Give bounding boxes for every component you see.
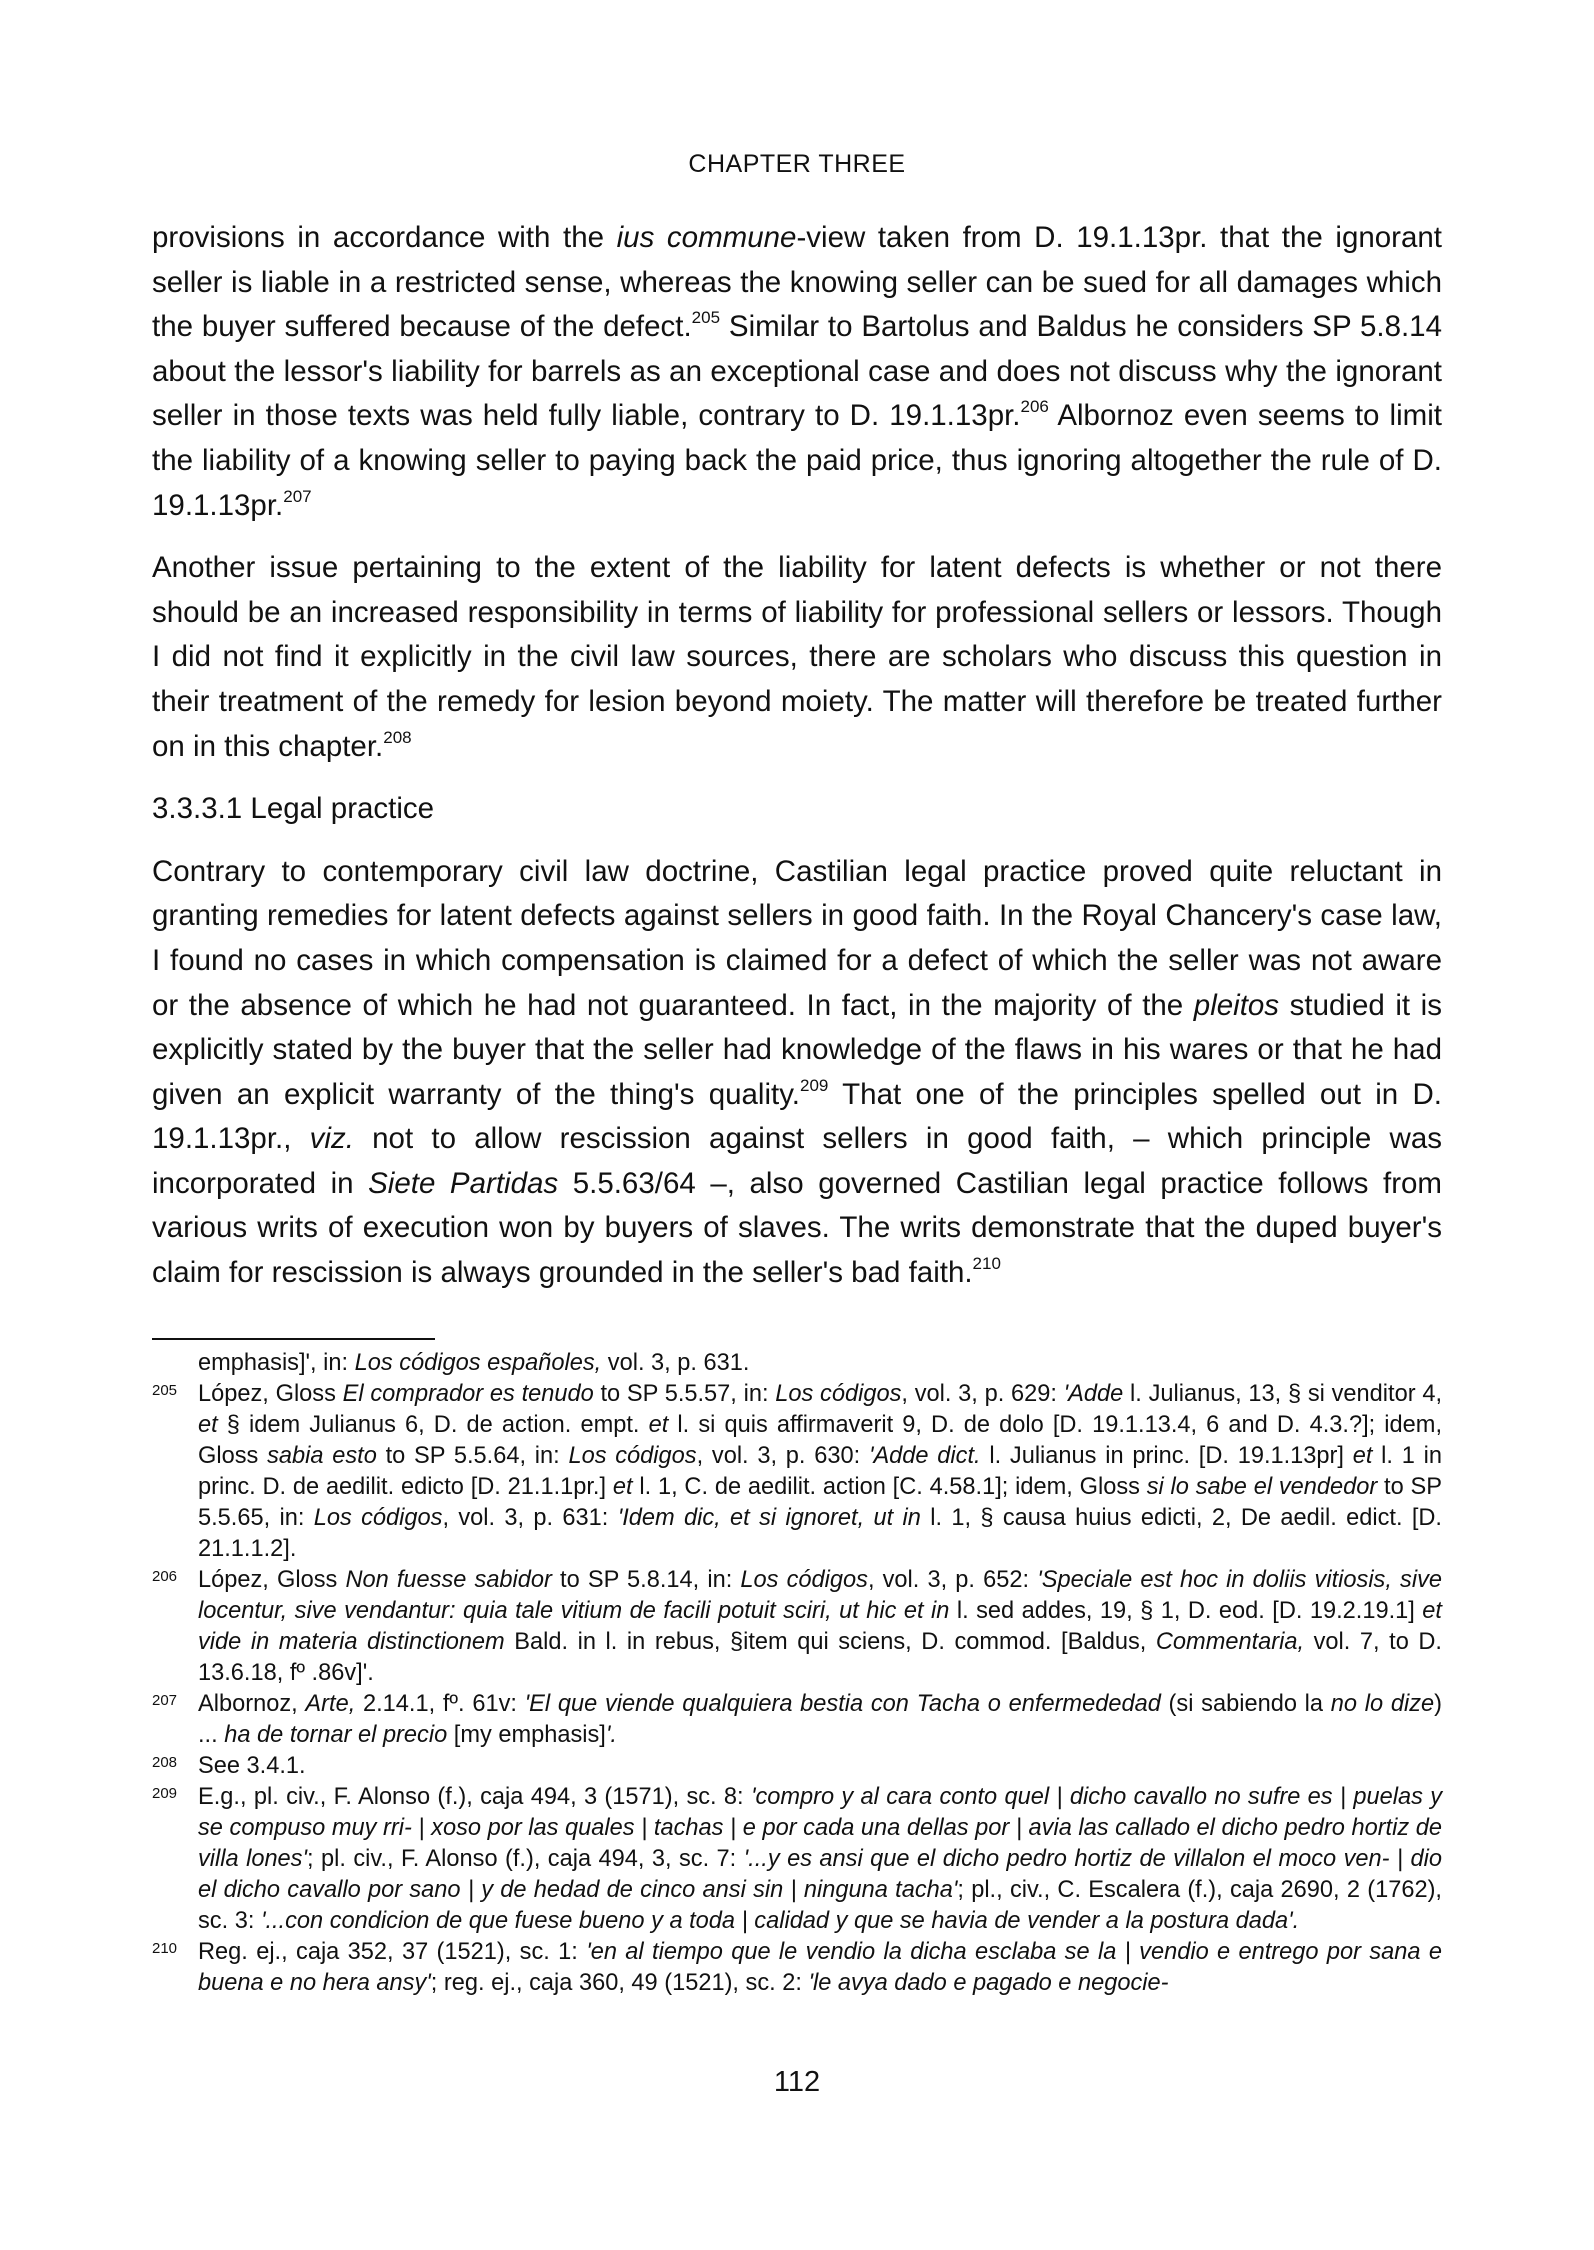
footnote-reference[interactable]: 205 <box>691 308 721 328</box>
text-run: to SP 5.5.57, in: <box>593 1381 776 1407</box>
text-run: 3.3.3.1 Legal practice <box>152 792 435 826</box>
footnote <box>152 1348 1442 1379</box>
italic-text: si lo sabe el vendedor <box>1146 1474 1378 1500</box>
footnote-reference[interactable]: 209 <box>800 1075 829 1095</box>
text-run: E.g., pl. civ., F. Alonso (f.), caja 494, 3 (1571), sc. 8: <box>198 1784 751 1810</box>
text-run: Contrary to contemporary civil law doctrine, Castilian legal practice proved quite reluctant in granting remedies for latent defects against sellers in good faith. In the Royal Chancery's case law, I found no cases in which compensation is claimed for a defect of which the seller was not aware or the absence of which he had not guaranteed. In fact, in the majority of the <box>152 854 1442 1022</box>
footnote-number: 208 <box>152 1754 178 1771</box>
text-run: emphasis]', in: <box>198 1350 355 1376</box>
footnote <box>152 1751 1442 1782</box>
italic-text: 'Speciale est hoc in doliis vitiosis, sive locentur, sive vendantur: quia tale vitium de facili potuit sciri, ut hic et in <box>198 1567 1443 1624</box>
italic-text: '...y es ansi que el dicho pedro hortiz de villalon el moco ven- | dio el dicho cavallo por sano | y de hedad de cinco ansi sin | ninguna tacha' <box>198 1846 1442 1903</box>
italic-text: pleitos <box>1193 988 1280 1022</box>
paragraph <box>152 850 1442 1296</box>
italic-text: 'Adde <box>1063 1381 1124 1407</box>
italic-text: viz. <box>309 1122 354 1156</box>
italic-text: '. <box>605 1722 617 1748</box>
italic-text: et <box>1352 1443 1373 1469</box>
italic-text: '...con condicion de que fuese bueno y a toda | calidad y que se havia de vender a la postura dada'. <box>260 1908 1300 1934</box>
paragraph <box>152 216 1442 528</box>
text-run: Bald. in l. in rebus, §item qui sciens, D. commod. [Baldus, <box>504 1629 1156 1655</box>
text-run: López, Gloss <box>198 1567 346 1593</box>
text-run: See 3.4.1. <box>198 1753 306 1779</box>
italic-text: et <box>198 1412 218 1438</box>
text-run: That one of the principles spelled out in D. 19.1.13pr., <box>152 1077 1442 1156</box>
italic-text: 'El que viende qualquiera bestia con Tacha o enfermededad <box>524 1691 1161 1717</box>
italic-text: et vide in materia distinctionem <box>198 1598 1442 1655</box>
text-run: Reg. ej., caja 352, 37 (1521), sc. 1: <box>198 1939 587 1965</box>
text-run: l. 1, § causa huius edicti, 2, De aedil. edict. [D. 21.1.1.2]. <box>198 1505 1442 1562</box>
text-run: vol. 3, p. 631. <box>601 1350 750 1376</box>
italic-text: et <box>648 1412 669 1438</box>
italic-text: Los códigos <box>568 1443 697 1469</box>
text-run: ; reg. ej., caja 360, 49 (1521), sc. 2: <box>430 1970 809 1996</box>
italic-text: 'Adde dict. <box>868 1443 981 1469</box>
italic-text: Arte, <box>305 1691 356 1717</box>
footnote <box>152 1565 1442 1689</box>
text-run: Similar to Bartolus and Baldus he considers SP 5.8.14 about the lessor's liability for barrels as an exceptional case and does not discuss why the ignorant seller in those texts was held fully liable, contrary to D. 19.1.13pr. <box>152 310 1442 433</box>
footnote-reference[interactable]: 207 <box>283 486 312 506</box>
footnote-reference[interactable]: 210 <box>972 1254 1001 1274</box>
text-run: -view taken from D. 19.1.13pr. that the ignorant seller is liable in a restricted sense, whereas the knowing seller can be sued for all damages which the buyer suffered because of the defect. <box>152 221 1442 344</box>
text-run: to SP 5.8.14, in: <box>551 1567 741 1593</box>
page-number: 112 <box>773 2066 821 2098</box>
italic-text: 'compro y al cara conto quel | dicho cavallo no sufre es | puelas y se compuso muy rri- | xoso por las quales | tachas | e por cada una dellas por | avia las callado el dicho pedro hortiz de villa lones' <box>198 1784 1442 1872</box>
text-run: , vol. 3, p. 631: <box>442 1505 618 1531</box>
text-run: provisions in accordance with the <box>152 221 617 254</box>
text-run: Albornoz even seems to limit the liability of a knowing seller to paying back the paid price, thus ignoring altogether the rule of D. 19.1.13pr. <box>152 399 1442 522</box>
text-run: vol. 7, to D. 13.6.18, fº .86v]'. <box>198 1629 1442 1686</box>
text-run: , vol. 3, p. 630: <box>696 1443 869 1469</box>
footnote-number: 206 <box>152 1568 178 1585</box>
text-run: l. sed addes, 19, § 1, D. eod. [D. 19.2.19.1] <box>949 1598 1423 1624</box>
text-run: ) ... <box>198 1691 1443 1748</box>
text-run: [my emphasis] <box>447 1722 606 1748</box>
text-run: (si sabiendo la <box>1160 1691 1331 1717</box>
italic-text: Commentaria, <box>1155 1629 1305 1655</box>
italic-text: El comprador es tenudo <box>342 1381 594 1407</box>
footnote-separator <box>152 1338 435 1340</box>
italic-text: Non fuesse sabidor <box>345 1567 552 1593</box>
italic-text: Los códigos <box>313 1505 443 1531</box>
footnote-number: 210 <box>152 1940 178 1957</box>
text-run: , vol. 3, p. 629: <box>901 1381 1064 1407</box>
footnote <box>152 1782 1442 1937</box>
footnote-number: 205 <box>152 1382 178 1399</box>
text-run: l. 1, C. de aedilit. action [C. 4.58.1]; idem, Gloss <box>632 1474 1147 1500</box>
italic-text: Los códigos <box>740 1567 868 1593</box>
footnote-number: 209 <box>152 1785 178 1802</box>
footnote <box>152 1937 1442 1999</box>
text-run: 2.14.1, fº. 61v: <box>355 1691 525 1717</box>
italic-text: 'en al tiempo que le vendio la dicha esclaba se la | vendio e entrego por sana e buena e no hera ansy' <box>198 1939 1443 1996</box>
italic-text: Los códigos españoles, <box>354 1350 602 1376</box>
footnote <box>152 1689 1442 1751</box>
footnote <box>152 1379 1442 1565</box>
text-run: 5.5.63/64 –, also governed Castilian legal practice follows from various writs of execution won by buyers of slaves. The writs demonstrate that the duped buyer's claim for rescission is always grounded in the seller's bad faith. <box>152 1166 1443 1290</box>
footnote-number: 207 <box>152 1692 178 1709</box>
italic-text: et <box>612 1474 633 1500</box>
italic-text: ha de tornar el precio <box>224 1722 448 1748</box>
text-run: l. si quis affirmaverit 9, D. de dolo [D. 19.1.13.4, 6 and D. 4.3.?]; idem, Gloss <box>198 1412 1443 1469</box>
text-run: Albornoz, <box>198 1691 306 1717</box>
footnotes <box>152 1348 1442 1999</box>
text-run: ; pl. civ., F. Alonso (f.), caja 494, 3, sc. 7: <box>306 1846 744 1872</box>
italic-text: Siete Partidas <box>368 1166 559 1200</box>
text-run: , vol. 3, p. 652: <box>867 1567 1038 1593</box>
italic-text: Los códigos <box>775 1381 902 1407</box>
footnote-reference[interactable]: 206 <box>1020 397 1049 417</box>
paragraph <box>152 546 1442 769</box>
text-run: López, Gloss <box>198 1381 343 1407</box>
main-text <box>152 216 1442 1314</box>
text-run: § idem Julianus 6, D. de action. empt. <box>217 1412 649 1438</box>
text-run: l. Julianus, 13, § si venditor 4, <box>1123 1381 1442 1407</box>
italic-text: ius commune <box>616 221 797 254</box>
text-run: studied it is explicitly stated by the buyer that the seller had knowledge of the flaws in his wares or that he had given an explicit warranty of the thing's quality. <box>152 988 1442 1111</box>
text-run: l. 1 in princ. D. de aedilit. edicto [D. 21.1.1pr.] <box>198 1443 1442 1500</box>
italic-text: sabia esto <box>267 1443 377 1469</box>
italic-text: no lo dize <box>1330 1691 1435 1717</box>
footnote-reference[interactable]: 208 <box>383 727 412 747</box>
text-run: Another issue pertaining to the extent of the liability for latent defects is whether or not there should be an increased responsibility in terms of liability for professional sellers or lessors. Though I did not find it explicitly in the civil law sources, there are scholars who discuss this question in their treatment of the remedy for lesion beyond moiety. The matter will therefore be treated further on in this chapter. <box>152 551 1442 763</box>
text-run: l. Julianus in princ. [D. 19.1.13pr] <box>980 1443 1353 1469</box>
text-run: ; pl., civ., C. Escalera (f.), caja 2690, 2 (1762), sc. 3: <box>198 1877 1442 1934</box>
italic-text: 'Idem dic, et si ignoret, ut in <box>617 1505 921 1531</box>
text-run: to SP 5.5.64, in: <box>376 1443 569 1469</box>
text-run: not to allow rescission against sellers in good faith, – which principle was incorporated in <box>152 1122 1442 1200</box>
text-run: to SP 5.5.65, in: <box>198 1474 1443 1531</box>
italic-text: 'le avya dado e pagado e negocie- <box>808 1970 1169 1996</box>
running-header: CHAPTER THREE <box>688 150 906 178</box>
section-heading <box>152 787 1442 832</box>
